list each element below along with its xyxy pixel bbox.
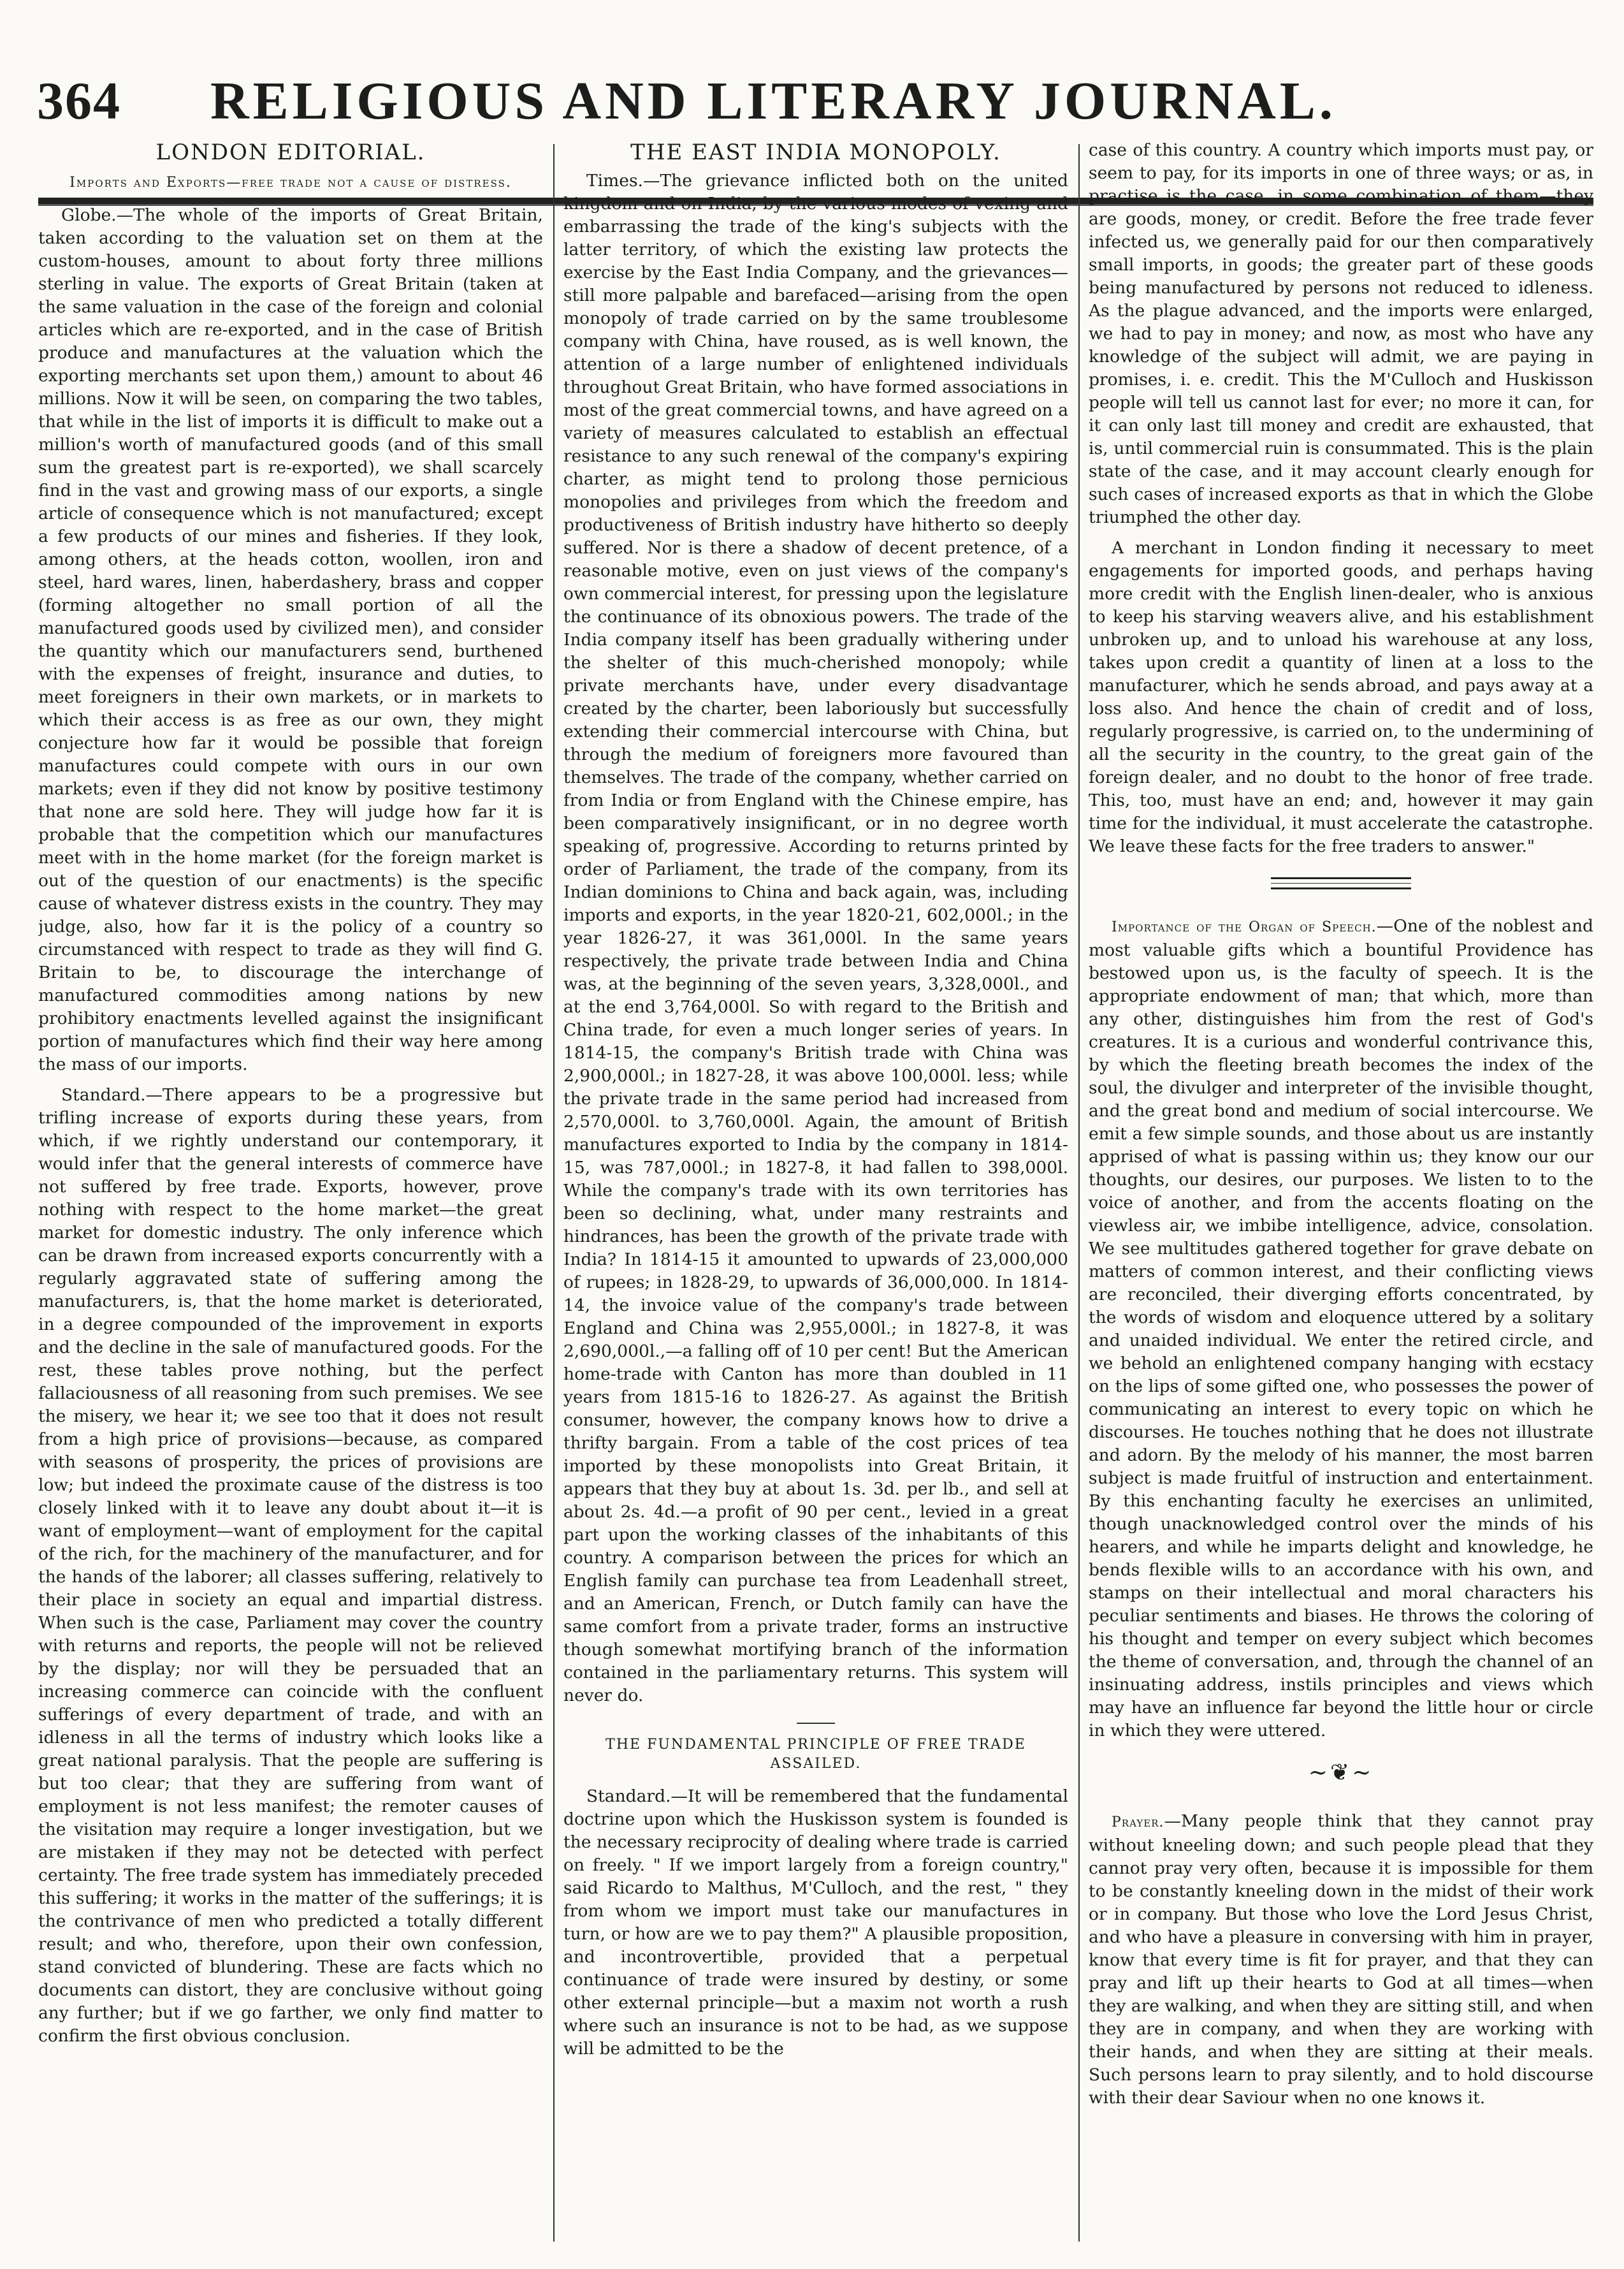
times-paragraph: Times.—The grievance inflicted both on the united kingdom and on India, by the various modes of vexing and embarrassing the trade of the king's subjects with the latter territory, of which the existing law protects the exercise by the East India Company, and the grievances—still more palpable and barefaced—arising from the open monopoly of trade carried on by the same troublesome company with China, have roused, as is well known, the attention of a large number of enlightened individuals throughout Great Britain, who have formed associations in most of the great commercial towns, and have agreed on a variety of measures calculated to establish an effectual resistance to any such renewal of the company's expiring charter, as might tend to prolong those pernicious monopolies and privileges from which the freedom and productiveness of British industry have hitherto so deeply suffered. Nor is there a shadow of decent pretence, of a reasonable motive, even on just views of the company's own commercial interest, for pressing upon the legislature the continuance of its obnoxious powers. The trade of the India company itself has been gradually withering under the shelter of this much-cherished monopoly; while private merchants have, under every disadvantage created by the charter, been laboriously but successfully extending their commercial intercourse with China, but through the medium of foreigners more favoured than themselves. The trade of the company, whether carried on from India or from England with the Chinese empire, has been comparatively insignificant, or in no degree worth speaking of, progressive. According to returns printed by order of Parliament, the trade of the company, from its Indian dominions to China and back again, was, including imports and exports, in the year 1820-21, 602,000l.; in the year 1826-27, it was 361,000l. In the same years respectively, the private trade between India and China was, at the beginning of the seven years, 3,328,000l., and at the end 3,764,000l. So with regard to the British and China trade, for even a much longer series of years. In 1814-15, the company's British trade with China was 2,900,000l.; in 1827-28, it was above 100,000l. less; while the private trade in the same period had increased from 2,570,000l. to 3,760,000l. Again, the amount of British manufactures exported to India by the company in 1814-15, was 787,000l.; in 1827-8, it had fallen to 398,000l. While the company's trade with its own territories has been so declining, what, under many restraints and hindrances, has been the growth of the private trade with India? In 1814-15 it amounted to upwards of 23,000,000 of rupees; in 1828-29, to upwards of 36,000,000. In 1814-14, the invoice value of the company's trade between England and China was 2,955,000l.; in 1827-8, it was 2,690,000l.,—a falling off of 10 per cent! But the American home-trade with Canton has more than doubled in 11 years from 1815-16 to 1826-27. As against the British consumer, however, the company knows how to drive a thrifty bargain. From a table of the cost prices of tea imported by these monopolists into Great Britain, it appears that they buy at about 1s. 3d. per lb., and sell at about 2s. 4d.—a profit of 90 per cent., levied in a great part upon the working classes of the inhabitants of this country. A comparison between the prices for which an English family can purchase tea from Leadenhall street, and an American, French, or Dutch family can have the same comfort from a private trader, forms an instructive though somewhat mortifying branch of the information contained in the parliamentary returns. This system will never do.	[563, 171, 1068, 1705]
free-trade-subhead: THE FUNDAMENTAL PRINCIPLE OF FREE TRADE ASSAILED.	[605, 1737, 1026, 1772]
prayer-text: —Many people think that they cannot pray without kneeling down; and such people plead that they cannot pray very often, because it is impossible for them to be constantly kneeling down in the midst of their work or in company. But those who love the Lord Jesus Christ, and who have a pleasure in conversing with him in prayer, know that every time is fit for prayer, and that they can pray and lift up their hearts to God at all times—when they are walking, and when they are sitting still, and when they are in company, and when they are working with their hands, and when they are sitting at their meals. Such persons learn to pray silently, and to hold discourse with their dear Saviour when no one knows it.	[1089, 1811, 1593, 2108]
rule-bar	[1271, 877, 1411, 879]
journal-title: RELIGIOUS AND LITERARY JOURNAL.	[210, 71, 1337, 131]
columns	[38, 139, 1593, 2256]
globe-paragraph: Globe.—The whole of the imports of Great Britain, taken according to the valuation set on them at the custom-houses, amount to about forty three millions sterling in value. The exports of Great Britain (taken at the same valuation in the case of the foreign and colonial articles which are re-exported, and in the case of British produce and manufactures at the valuation which the exporting merchants set upon them,) amount to about 46 millions. Now it will be seen, on comparing the two tables, that while in the list of imports it is difficult to make out a million's worth of manufactured goods (and of this small sum the greatest part is re-exported), we shall scarcely find in the vast and growing mass of our exports, a single article of consequence which is not manufactured; except a few products of our mines and fisheries. If they look, among others, at the heads cotton, woollen, iron and steel, hard wares, linen, haberdashery, brass and copper (forming altogether no small portion of all the manufactured goods used by civilized men), and consider the quantity which our manufacturers send, burthened with the expenses of freight, insurance and duties, to meet foreigners in their own markets, or in markets to which their access is as free as our own, they might conjecture how far it would be possible that foreign manufactures could compete with ours in our own markets; even if they did not know by positive testimony that none are sold here. They will judge how far it is probable that the competition which our manufactures meet with in the home market (for the foreign market is out of the question of our enactments) is the specific cause of whatever distress exists in the country. They may judge, also, how far it is the policy of a country so circumstanced with respect to trade as they will find G. Britain to be, to discourage the interchange of manufactured commodities among nations by new prohibitory enactments levelled against the insignificant portion of manufactures which find their way here among the mass of our imports.	[38, 205, 543, 1074]
column-2	[563, 139, 1068, 2256]
standard-paragraph: Standard.—There appears to be a progressive but trifling increase of exports during these years, from which, if we rightly understand our contemporary, it would infer that the general interests of commerce have not suffered by free trade. Exports, however, prove nothing with respect to the home market—the great market for domestic industry. The only inference which can be drawn from increased exports concurrently with a regularly aggravated state of suffering among the manufacturers, is, that the home market is deteriorated, in a degree compounded of the improvement in exports and the decline in the sale of manufactured goods. For the rest, these tables prove nothing, but the perfect fallaciousness of all reasoning from such premises. We see the misery, we hear it; we see too that it does not result from a high price of provisions—because, as compared with seasons of prosperity, the prices of provisions are low; but indeed the proximate cause of the distress is too closely linked with it to leave any doubt about it—it is want of employment—want of employment for the capital of the rich, for the machinery of the manufacturer, and for the hands of the laborer; all classes suffering, relatively to their place in society an equal and impartial distress. When such is the case, Parliament may cover the country with returns and reports, the people will not be relieved by the display; nor will they be persuaded that an increasing commerce can coincide with the confluent sufferings of every department of trade, and with an idleness in all the terms of industry which looks like a great national paralysis. That the people are suffering is but too clear; that they are suffering from want of employment is not less manifest; the remoter causes of the visitation may require a longer investigation, but we are mistaken if they may not be detected with perfect certainty. The free trade system has immediately preceded this suffering; it works in the matter of the sufferings; it is the contrivance of men who predicted a totally different result; and who, therefore, upon their own confession, stand convicted of blundering. These are facts which no documents can distort, they are conclusive without going any further; but if we go farther, we only find matter to confirm the first obvious conclusion.	[38, 1085, 543, 2046]
east-india-heading: THE EAST INDIA MONOPOLY.	[630, 140, 1001, 165]
prayer-paragraph	[1089, 1810, 1593, 2110]
london-editorial-heading: LONDON EDITORIAL.	[156, 140, 426, 165]
merchant-paragraph: A merchant in London finding it necessary to meet engagements for imported goods, and perhaps having more credit with the English linen-dealer, who is anxious to keep his starving weavers alive, and his establishment unbroken up, and to unload his warehouse at any loss, takes upon credit a quantity of linen at a loss to the manufacturer, which he sends abroad, and pays away at a loss also. And hence the chain of credit and of loss, regularly progressive, is carried on, to the undermining of all the security in the country, to the great gain of the foreign dealer, and no doubt to the honor of free trade. This, too, must have an end; and, however it may gain time for the individual, it must accelerate the catastrophe. We leave these facts for the free traders to answer."	[1089, 538, 1593, 856]
page-number: 364	[37, 71, 121, 131]
rule-bar	[1271, 883, 1411, 884]
section-divider	[797, 1723, 835, 1724]
speech-paragraph	[1089, 915, 1593, 1742]
ornamental-rule	[1271, 877, 1411, 889]
column-1	[38, 139, 543, 2256]
flourish-ornament-icon: ~❦~	[1308, 1760, 1374, 1786]
column-divider	[1078, 144, 1080, 2242]
rule-bar	[1271, 887, 1411, 889]
column-3	[1089, 139, 1593, 2256]
column-divider	[553, 144, 555, 2242]
masthead	[0, 70, 1624, 140]
imports-exports-subhead: Imports and Exports—free trade not a cause of distress.	[69, 175, 512, 191]
continuation-paragraph: case of this country. A country which imports must pay, or seem to pay, for its imports in one of three ways; or as, in practise is the case, in some combination of them—they are goods, money, or credit. Before the free trade fever infected us, we generally paid for our then comparatively small imports, in goods; the greater part of these goods being manufactured by persons not reduced to idleness. As the plague advanced, and the imports were enlarged, we had to pay in money; and now, as most who have any knowledge of the subject will admit, we are paying in promises, i. e. credit. This the M'Culloch and Huskisson people will tell us cannot last for ever; no more it can, for it can only last till money and credit are exhausted, that is, until commercial ruin is consummated. This is the plain state of the case, and it may account clearly enough for such cases of increased exports as that in which the Globe triumphed the other day.	[1089, 140, 1593, 527]
speech-lead: Importance of the Organ of Speech.	[1112, 919, 1377, 935]
prayer-lead: Prayer.	[1112, 1814, 1164, 1830]
standard-huskisson-paragraph: Standard.—It will be remembered that the fundamental doctrine upon which the Huskisson system is founded is the necessary reciprocity of dealing where trade is carried on freely. " If we import largely from a foreign country," said Ricardo to Malthus, M'Culloch, and the rest, " they from whom we import must take our manufactures in turn, or how are we to pay them?" A plausible proposition, and incontrovertible, provided that a perpetual continuance of trade were insured by destiny, or some other external principle—but a maxim not worth a rush where such an insurance is not to be had, as we suppose will be admitted to be the	[563, 1786, 1068, 2059]
speech-text: —One of the noblest and most valuable gifts which a bountiful Providence has bestowed upon us, is the faculty of speech. It is the appropriate endowment of man; that which, more than any other, distinguishes him from the rest of God's creatures. It is a curious and wonderful contrivance this, by which the fleeting breath becomes the index of the soul, the divulger and interpreter of the invisible thought, and the great bond and medium of social intercourse. We emit a few simple sounds, and those about us are instantly apprised of what is passing within us; they know our our thoughts, our desires, our purposes. We listen to to the voice of another, and from the accents floating on the viewless air, we imbibe intelligence, advice, consolation. We see multitudes gathered together for grave debate on matters of common interest, and their conflicting views are reconciled, their diverging efforts concentrated, by the words of wisdom and eloquence uttered by a solitary and unaided individual. We enter the retired circle, and we behold an enlightened company hanging with ecstacy on the lips of some gifted one, who possesses the power of communicating an interest to every topic on which he discourses. He touches nothing that he does not illustrate and adorn. By the melody of his manner, the most barren subject is made fruitful of instruction and entertainment. By this enchanting faculty he exercises an unlimited, though unacknowledged control over the minds of his hearers, and while he imparts delight and knowledge, he bends flexible wills to an accordance with his own, and stamps on their intellectual and moral characters his peculiar sentiments and biases. He throws the coloring of his thought and temper on every subject which becomes the theme of conversation, and, through the channel of an insinuating address, instils principles and views which may have an influence far beyond the little hour or circle in which they were uttered.	[1089, 916, 1593, 1740]
